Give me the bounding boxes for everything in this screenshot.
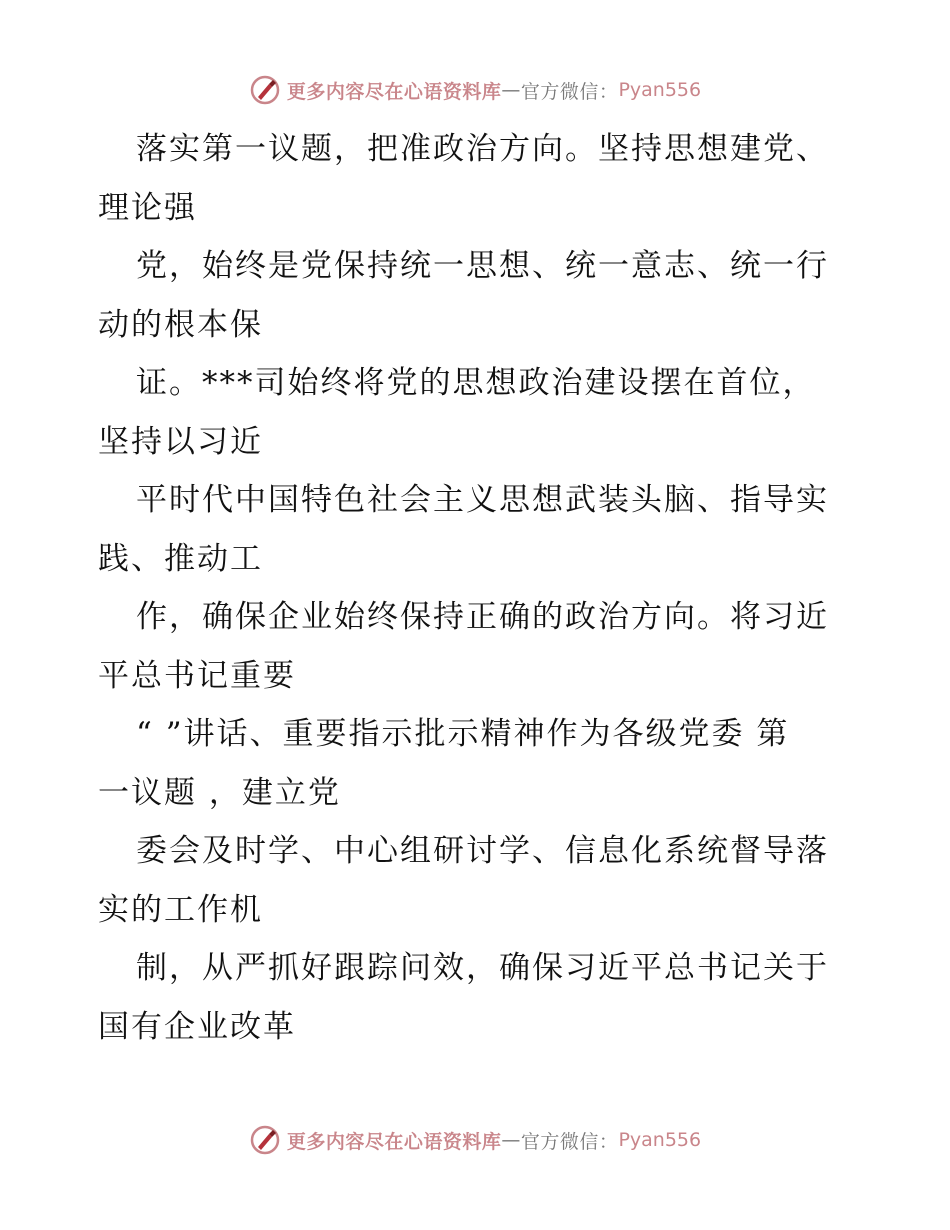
paragraph-line: 实的工作机 <box>98 891 263 928</box>
watermark-wechat-id: Pyan556 <box>618 79 702 101</box>
paragraph-line: 理论强 <box>98 189 197 226</box>
paragraph-line: 党，始终是党保持统一思想、统一意志、统一行 <box>136 248 829 284</box>
paragraph-line: 委会及时学、中心组研讨学、信息化系统督导落 <box>136 833 829 869</box>
watermark-wechat-id: Pyan556 <box>618 1129 702 1151</box>
watermark-brand: 更多内容尽在心语资料库 <box>286 80 502 103</box>
paragraph-line: 制，从严抓好跟踪问效，确保习近平总书记关于 <box>136 950 829 986</box>
paragraph-line: 国有企业改革 <box>98 1008 296 1045</box>
paragraph-line: 一议题 ，建立党 <box>98 774 341 811</box>
footer-watermark <box>0 1122 950 1158</box>
header-watermark <box>0 72 950 108</box>
document-body <box>98 120 858 1056</box>
paragraph-line: 平总书记重要 <box>98 657 296 694</box>
paragraph-line: 践、推动工 <box>98 540 263 577</box>
paragraph-line: 证。***司始终将党的思想政治建设摆在首位， <box>136 365 816 401</box>
watermark-brand: 更多内容尽在心语资料库 <box>286 1130 502 1153</box>
paragraph-line: 平时代中国特色社会主义思想武装头脑、指导实 <box>136 482 829 518</box>
watermark-official-label: 官方微信： <box>520 1130 619 1153</box>
watermark-dash: — <box>501 79 521 101</box>
pen-circle-logo-icon <box>249 1124 281 1156</box>
paragraph-line: 落实第一议题，把准政治方向。坚持思想建党、 <box>136 131 829 167</box>
watermark-dash: — <box>501 1129 521 1151</box>
paragraph-line: “ ”讲话、重要指示批示精神作为各级党委 第 <box>136 716 790 752</box>
paragraph-line: 作，确保企业始终保持正确的政治方向。将习近 <box>136 599 829 635</box>
paragraph-line: 坚持以习近 <box>98 423 263 460</box>
paragraph-line: 动的根本保 <box>98 306 263 343</box>
pen-circle-logo-icon <box>249 74 281 106</box>
watermark-official-label: 官方微信： <box>520 80 619 103</box>
